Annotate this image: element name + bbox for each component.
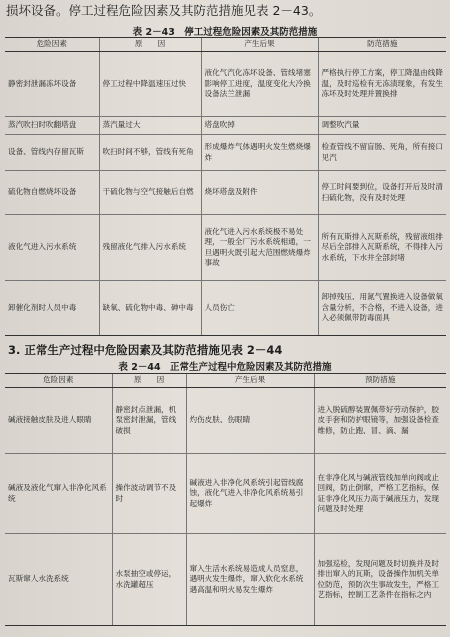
header-measures: 预防措施 [314,374,446,388]
header-hazard: 危险因素 [5,374,112,388]
cell-hazard: 碱液及液化气窜入非净化风系统 [5,454,112,534]
table-row [5,454,446,534]
cell-cause: 水泵抽空或停运，水洗罐超压 [112,534,186,626]
cell-consequence: 形成爆炸气体遇明火发生燃烧爆炸 [201,135,318,171]
table-2-44-caption: 表 2－44 正常生产过程中危险因素及其防范措施 [118,362,332,373]
table-2-43 [5,37,446,336]
cell-hazard: 蒸汽吹扫时吹翻塔盘 [5,117,99,135]
cell-consequence: 灼伤皮肤、伤眼睛 [186,388,314,454]
cell-hazard: 卸催化剂时人员中毒 [5,281,99,336]
cell-hazard: 瓦斯窜人水洗系统 [5,534,112,626]
cell-measures: 检查管线不留盲肠、死角，所有接口见汽 [318,135,446,171]
header-consequence: 产生后果 [201,38,318,52]
table-row [5,281,446,336]
cell-cause: 静密封点泄漏，机泵密封泄漏，管线破损 [112,388,186,454]
cell-measures: 所有瓦斯排入瓦斯系统，残留液组排尽后全部排入瓦斯系统，不得排入污水系统，下水井全部封堵 [318,215,446,281]
intro-text: 损坏设备。停工过程危险因素及其防范措施见表 2－43。 [6,3,322,18]
cell-consequence: 烧坏塔盘及附件 [201,171,318,215]
cell-measures: 加强巡检，发现问题及时切换并及时排出窜入的瓦斯，设备操作加机关单位防范，预防次生事故发生，严格工艺指标，控制工艺条件在指标之内 [314,534,446,626]
table-row [5,534,446,626]
cell-consequence: 碱液进入非净化风系统引起管线腐蚀，液化气进入非净化风系统易引起爆炸 [186,454,314,534]
cell-measures: 严格执行停工方案，停工降温由线降温，及时巡检有无冻渍现象，有发生冻坏及时处理并置换排 [318,52,446,117]
header-cause: 原 因 [99,38,201,52]
table-2-43-caption: 表 2－43 停工过程危险因素及其防范措施 [132,27,318,38]
table-header-row [5,374,446,388]
cell-consequence: 人员伤亡 [201,281,318,336]
cell-consequence: 窜入生活水系统易造成人员窒息，遇明火发生爆炸，窜入软化水系统遇高温和明火易发生爆炸 [186,534,314,626]
table-header-row [5,38,446,52]
header-hazard: 危险因素 [5,38,99,52]
cell-consequence: 液化气进入污水系统极不易处理，一般全厂污水系统相通，一旦遇明火既引起大范围燃烧爆炸事故 [201,215,318,281]
cell-hazard: 液化气进入污水系统 [5,215,99,281]
table-row [5,215,446,281]
table-row [5,52,446,117]
table-row [5,171,446,215]
cell-cause: 停工过程中降温速压过快 [99,52,201,117]
table-row [5,135,446,171]
cell-hazard: 硫化物自燃烧坏设备 [5,171,99,215]
cell-measures: 调整吹汽量 [318,117,446,135]
cell-cause: 操作波动调节不及时 [112,454,186,534]
section-heading: 3. 正常生产过程中危险因素及其防范措施见表 2－44 [8,343,283,357]
header-consequence: 产生后果 [186,374,314,388]
cell-measures: 卸掉残压、用氮气置换进入设备做氧含量分析，不合格，不进入设备，进入必须佩带防毒面具 [318,281,446,336]
cell-cause: 蒸汽量过大 [99,117,201,135]
cell-cause: 残留液化气排入污水系统 [99,215,201,281]
cell-measures: 停工时间要到位，设备打开后及时清扫硫化物，没有及时处理 [318,171,446,215]
cell-measures: 在非净化风与碱液管线加单向阀或止回阀，防止倒窜，严格工艺指标，保证非净化风压力高于碱液压力，发现问题及时处理 [314,454,446,534]
cell-consequence: 液化气汽化冻坏设备、管线堵塞影响停工进度，温度变化大冷换设备法兰泄漏 [201,52,318,117]
table-row [5,117,446,135]
header-measures: 防范措施 [318,38,446,52]
cell-consequence: 塔盘吹掉 [201,117,318,135]
table-row [5,388,446,454]
table-2-44 [5,373,446,626]
cell-cause: 缺氧、硫化物中毒、砷中毒 [99,281,201,336]
cell-hazard: 静密封泄漏冻坏设备 [5,52,99,117]
cell-hazard: 设备、管线内存留瓦斯 [5,135,99,171]
cell-cause: 干硫化物与空气接触后自燃 [99,171,201,215]
cell-hazard: 碱液接触皮肤及进人眼睛 [5,388,112,454]
cell-measures: 进入脱硫醇装置佩带好劳动保护，胶皮手套和防护眼镜等，加强设备检查维修，防止跑、冒、滴、漏 [314,388,446,454]
cell-cause: 吹扫时间不够，管线有死角 [99,135,201,171]
header-cause: 原 因 [112,374,186,388]
